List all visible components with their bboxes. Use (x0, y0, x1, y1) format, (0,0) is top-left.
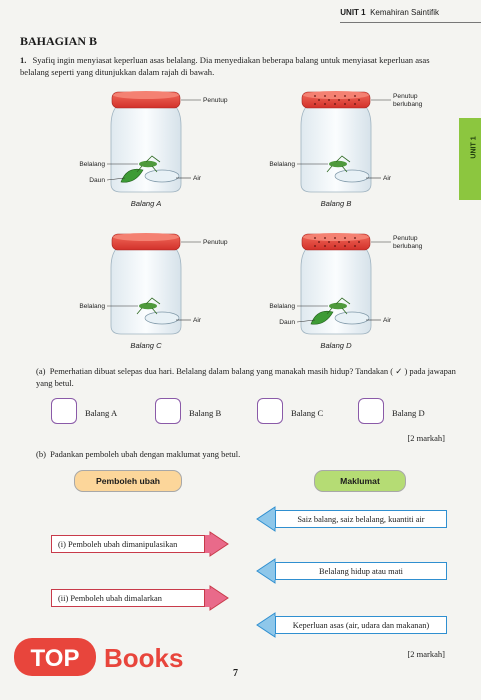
header-pemboleh-ubah: Pemboleh ubah (74, 470, 182, 492)
jar-b-lid-hole (334, 95, 336, 97)
jar-d-lid-hole (324, 237, 326, 239)
jar-d-lid-hole (314, 237, 316, 239)
jar-d-lid-hole (354, 245, 356, 247)
svg-text:TOP: TOP (30, 645, 80, 672)
svg-text:Books: Books (104, 643, 184, 673)
part-a-text: Pemerhatian dibuat selepas dua hari. Belalang dalam balang yang manakah masih hidup? Tandakan ( ✓ ) pada jawapan yang betul. (36, 366, 456, 388)
jar-b-lid-hole (344, 103, 346, 105)
jar-d-lid-label-2: berlubang (393, 243, 423, 250)
jar-d-lid-hole (318, 241, 320, 243)
unit-title: Kemahiran Saintifik (370, 8, 439, 17)
option-label-b: Balang B (189, 408, 222, 418)
jar-b-lid-label: Penutup (393, 93, 418, 100)
part-a-marks: [2 markah] (407, 433, 445, 443)
topbooks-watermark-logo (14, 634, 190, 680)
jar-d-lid-hole (328, 241, 330, 243)
right-item-3[interactable]: Keperluan asas (air, udara dan makanan) (275, 616, 447, 634)
checkbox-balang-c[interactable] (257, 398, 283, 424)
question-number: 1. (20, 55, 27, 65)
jar-d-air-label: Air (383, 317, 392, 324)
checkbox-balang-a[interactable] (51, 398, 77, 424)
jar-d-lid-hole (334, 245, 336, 247)
jar-c-belalang-label: Belalang (79, 303, 105, 310)
jar-d-lid-hole (324, 245, 326, 247)
jar-d-water-dish (335, 312, 369, 324)
jar-d-lid-hole (314, 245, 316, 247)
jar-b-lid-hole (354, 103, 356, 105)
jar-b-lid-hole (314, 95, 316, 97)
side-tab-label: UNIT 1 (470, 136, 478, 159)
jar-b-lid-hole (338, 99, 340, 101)
page-number: 7 (233, 668, 238, 679)
jar-d-lid-hole (358, 241, 360, 243)
question-text: Syafiq ingin menyiasat keperluan asas belalang. Dia menyediakan beberapa balang untuk menyiasat keperluan asas belalang seperti yang ditunjukkan dalam rajah di bawah. (20, 55, 430, 77)
jar-a-air-label: Air (193, 175, 202, 182)
jar-b-lid-hole (354, 95, 356, 97)
part-b-marks: [2 markah] (407, 649, 445, 659)
jar-b-lid-hole (328, 99, 330, 101)
jar-d-lid-hole (348, 241, 350, 243)
jar-c-water-dish (145, 312, 179, 324)
left-item-constant[interactable]: (ii) Pemboleh ubah dimalarkan (51, 589, 205, 607)
right-item-2[interactable]: Belalang hidup atau mati (275, 562, 447, 580)
left-item-manipulated[interactable]: (i) Pemboleh ubah dimanipulasikan (51, 535, 205, 553)
jar-a-belalang-label: Belalang (79, 161, 105, 168)
checkbox-balang-d[interactable] (358, 398, 384, 424)
jar-b-lid-hole (314, 103, 316, 105)
jar-a-caption: Balang A (130, 199, 162, 208)
option-label-a: Balang A (85, 408, 118, 418)
part-b-label: (b) (36, 449, 46, 459)
jar-b-water-dish (335, 170, 369, 182)
jar-b-lid-hole (348, 99, 350, 101)
jar-b-lid-label-2: berlubang (393, 101, 423, 108)
jar-d-lid-top (303, 233, 369, 241)
jar-a-water-dish (145, 170, 179, 182)
jar-c-caption: Balang C (130, 341, 162, 350)
part-a-question (36, 365, 456, 389)
jar-b-caption: Balang B (320, 199, 352, 208)
jar-c-lid-label: Penutup (203, 239, 228, 246)
part-a-label: (a) (36, 366, 46, 376)
jar-a-daun-label: Daun (89, 177, 105, 184)
jar-d-caption: Balang D (320, 341, 352, 350)
jar-b-lid-hole (324, 103, 326, 105)
right-item-1[interactable]: Saiz balang, saiz belalang, kuantiti air (275, 510, 447, 528)
jar-b-lid-hole (358, 99, 360, 101)
part-b-question (36, 448, 456, 460)
option-label-c: Balang C (291, 408, 324, 418)
jar-b-air-label: Air (383, 175, 392, 182)
header-maklumat: Maklumat (314, 470, 406, 492)
jar-b-belalang-label: Belalang (269, 161, 295, 168)
jar-b-lid-hole (318, 99, 320, 101)
jar-b-lid-hole (324, 95, 326, 97)
jar-d-daun-label: Daun (279, 319, 295, 326)
jar-d-lid-hole (334, 237, 336, 239)
jar-d-lid-hole (344, 237, 346, 239)
jar-d-lid-hole (344, 245, 346, 247)
checkbox-balang-b[interactable] (155, 398, 181, 424)
jar-d-lid-label: Penutup (393, 235, 418, 242)
jar-d-belalang-label: Belalang (269, 303, 295, 310)
section-title: BAHAGIAN B (20, 34, 98, 48)
part-b-text: Padankan pemboleh ubah dengan maklumat yang betul. (50, 449, 241, 459)
jar-a-lid-top (113, 91, 179, 99)
jar-c-lid-top (113, 233, 179, 241)
jar-c-air-label: Air (193, 317, 202, 324)
unit-label: UNIT 1 (340, 8, 366, 17)
jar-b-lid-hole (334, 103, 336, 105)
option-label-d: Balang D (392, 408, 425, 418)
jar-b-lid-top (303, 91, 369, 99)
jar-b-lid-hole (344, 95, 346, 97)
jar-d-lid-hole (354, 237, 356, 239)
jar-d-lid-hole (338, 241, 340, 243)
jar-a-lid-label: Penutup (203, 97, 228, 104)
